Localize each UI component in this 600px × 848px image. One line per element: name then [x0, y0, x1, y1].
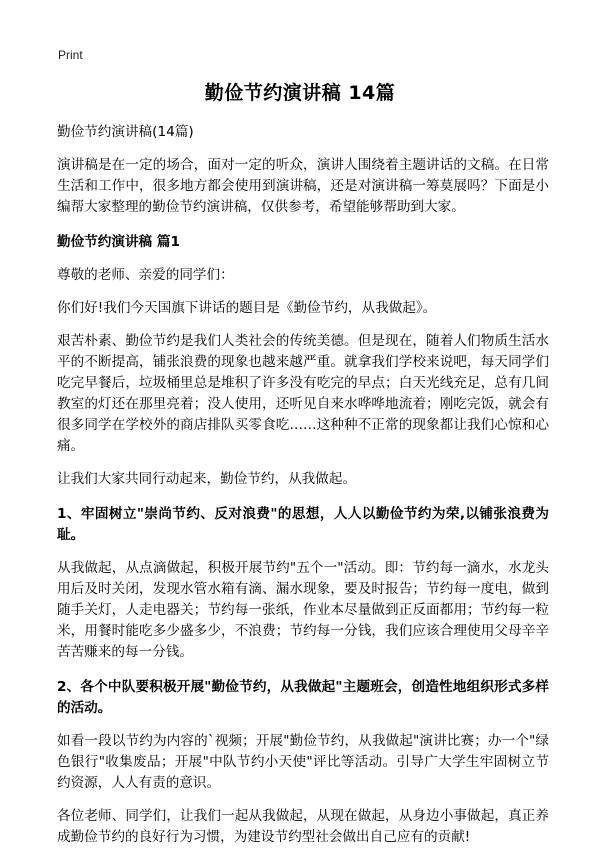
intro-paragraph: 演讲稿是在一定的场合，面对一定的听众，演讲人围绕着主题讲话的文稿。在日常生活和工作中，很多地方都会使用到演讲稿，还是对演讲稿一筹莫展吗？下面是小编帮大家整理的勤俭节约演讲稿，仅供参考，希望能够帮助到大家。 — [57, 157, 549, 215]
topic-paragraph: 你们好!我们今天国旗下讲话的题目是《勤俭节约，从我做起》。 — [57, 300, 437, 316]
print-label: Print — [58, 48, 83, 62]
document-body — [57, 122, 549, 848]
point2-heading: 2、各个中队要积极开展"勤俭节约，从我做起"主题班会，创造性地组织形式多样的活动。 — [57, 679, 549, 716]
call-paragraph: 让我们大家共同行动起来，勤俭节约，从我做起。 — [57, 471, 357, 487]
point1-heading: 1、牢固树立"崇尚节约、反对浪费"的思想，人人以勤俭节约为荣,以铺张浪费为耻。 — [57, 506, 549, 543]
point1-paragraph: 从我做起，从点滴做起，积极开展节约"五个一"活动。即：节约每一滴水，水龙头用后及时关闭，发现水管水箱有滴、漏水现象，要及时报告；节约每一度电，做到随手关灯，人走电器关；节约每一张纸，作业本尽量做到正反面都用；节约每一粒米，用餐时能吃多少盛多少，不浪费；节约每一分钱，我们应该合理使用父母辛辛苦苦赚来的每一分钱。 — [57, 560, 549, 660]
greeting-paragraph: 尊敬的老师、亲爱的同学们： — [57, 267, 234, 283]
problem-paragraph: 艰苦朴素、勤俭节约是我们人类社会的传统美德。但是现在，随着人们物质生活水平的不断提高，铺张浪费的现象也越来越严重。就拿我们学校来说吧，每天同学们吃完早餐后，垃圾桶里总是堆积了许多没有吃完的早点；白天光线充足，总有几间教室的灯还在那里亮着；没人使用，还听见自来水哗哗地流着；刚吃完饭，就会有很多同学在学校外的商店排队买零食吃……这种种不正常的现象都让我们心惊和心痛。 — [57, 333, 549, 454]
document-title: 勤俭节约演讲稿 14篇 — [204, 82, 396, 104]
closing-paragraph: 各位老师、同学们，让我们一起从我做起，从现在做起，从身边小事做起，真正养成勤俭节约的良好行为习惯，为建设节约型社会做出自己应有的贡献! — [57, 808, 549, 845]
document-subtitle: 勤俭节约演讲稿(14篇) — [57, 124, 194, 140]
section-heading: 勤俭节约演讲稿 篇1 — [57, 234, 180, 250]
point2-paragraph: 如看一段以节约为内容的`视频；开展"勤俭节约，从我做起"演讲比赛；办一个"绿色银行"收集废品；开展"中队节约小天使"评比等活动。引导广大学生牢固树立节约资源，人人有责的意识。 — [57, 733, 549, 791]
